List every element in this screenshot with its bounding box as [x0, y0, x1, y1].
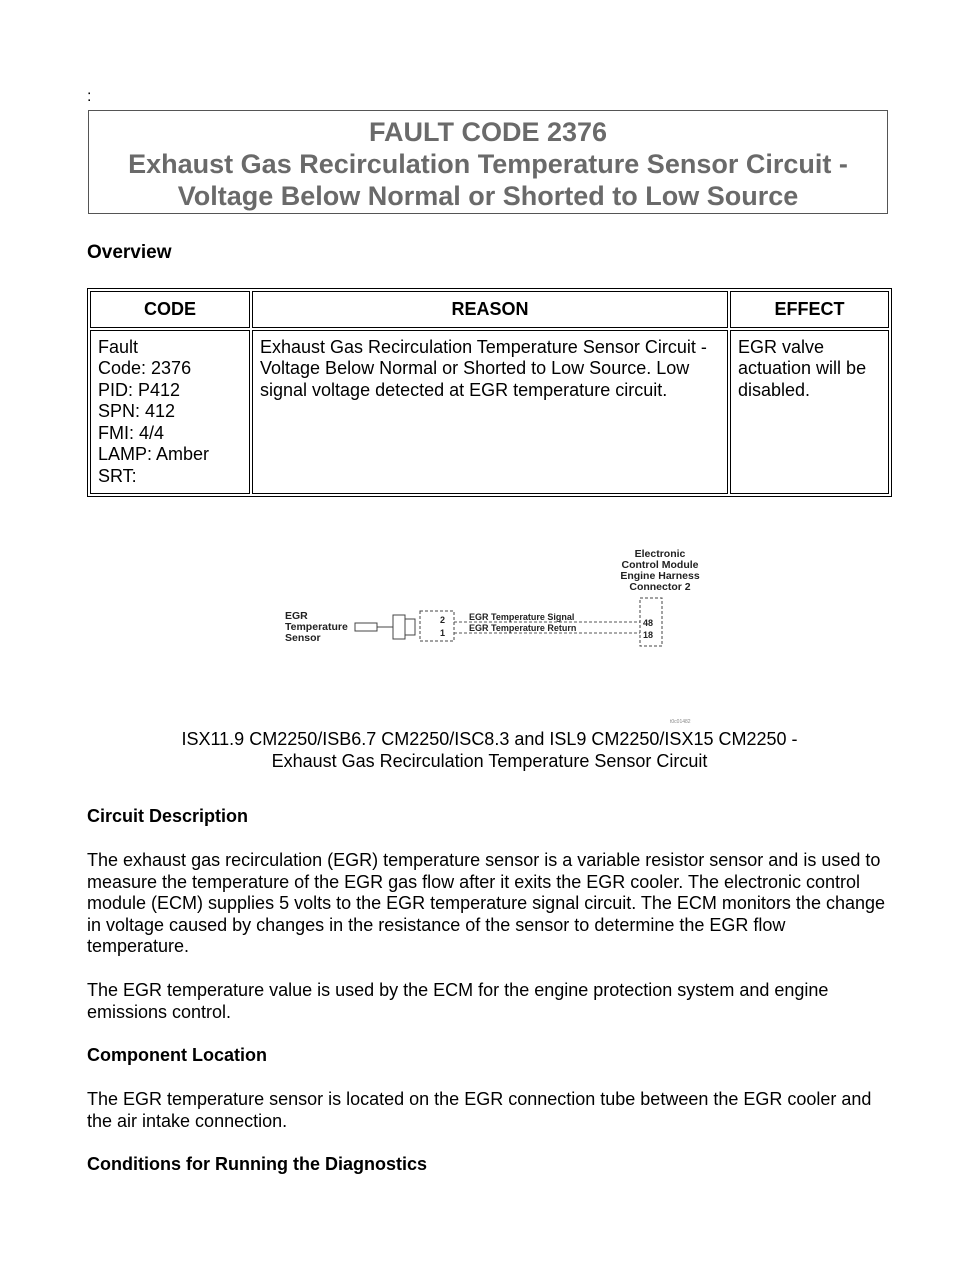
return-wire-label: EGR Temperature Return	[469, 623, 577, 633]
effect-cell: EGR valve actuation will be disabled.	[730, 330, 889, 495]
figure-id: t0c01482	[670, 719, 691, 725]
overview-table	[87, 288, 892, 497]
conditions-heading: Conditions for Running the Diagnostics	[87, 1154, 427, 1174]
code-line: SPN: 412	[98, 401, 176, 421]
circuit-description-heading: Circuit Description	[87, 806, 249, 826]
circuit-description-paragraph-2: The EGR temperature value is used by the ECM for the engine protection system and engine emissions control.	[87, 980, 829, 1022]
ecm-label-3: Engine Harness	[620, 570, 700, 582]
code-line: LAMP: Amber	[98, 444, 210, 464]
ecm-pin-48: 48	[643, 618, 654, 628]
col-header-reason: REASON	[252, 291, 728, 328]
code-line: PID: P412	[98, 379, 181, 400]
fault-title-box	[88, 110, 888, 214]
fault-title-line-3: Voltage Below Normal or Shorted to Low Source	[177, 181, 799, 211]
sensor-pin-2: 2	[440, 615, 446, 625]
caption-line-1: ISX11.9 CM2250/ISB6.7 CM2250/ISC8.3 and ISL9 CM2250/ISX15 CM2250 -	[181, 729, 798, 749]
component-location-heading: Component Location	[87, 1045, 267, 1065]
fault-title-line-2: Exhaust Gas Recirculation Temperature Sensor Circuit -	[128, 149, 848, 179]
code-line: Fault	[98, 336, 139, 357]
code-line: Code: 2376	[98, 358, 192, 378]
overview-data-row	[90, 330, 889, 495]
overview-header-row	[90, 291, 889, 328]
circuit-diagram	[275, 543, 705, 728]
reason-cell: Exhaust Gas Recirculation Temperature Sensor Circuit - Voltage Below Normal or Shorted to Low Source. Low signal voltage detected at EGR temperature circuit.	[252, 330, 728, 495]
sensor-label-2: Temperature	[285, 621, 348, 633]
ecm-pin-18: 18	[643, 630, 654, 640]
component-location-paragraph: The EGR temperature sensor is located on the EGR connection tube between the EGR cooler and the air intake connection.	[87, 1089, 872, 1131]
figure-caption	[87, 729, 892, 772]
signal-wire-label: EGR Temperature Signal	[469, 612, 575, 622]
sensor-connector	[420, 611, 454, 641]
code-line: FMI: 4/4	[98, 422, 165, 443]
sensor-label-3: Sensor	[285, 632, 321, 644]
circuit-description-paragraph-1: The exhaust gas recirculation (EGR) temperature sensor is a variable resistor sensor and is used to measure the temperature of the EGR gas flow after it exits the EGR cooler. The electronic control module (ECM) supplies 5 volts to the EGR temperature signal circuit. The ECM monitors the change in voltage caused by changes in the resistance of the sensor to determine the EGR flow temperature.	[87, 850, 886, 956]
caption-line-2: Exhaust Gas Recirculation Temperature Sensor Circuit	[271, 750, 708, 771]
sensor-label-1: EGR	[285, 610, 308, 622]
ecm-label-4: Connector 2	[629, 581, 691, 593]
sensor-pin-1: 1	[440, 628, 446, 638]
ecm-label-1: Electronic	[634, 548, 686, 560]
col-header-code: CODE	[90, 291, 250, 328]
overview-heading: Overview	[87, 242, 172, 263]
sensor-icon	[355, 615, 415, 639]
fault-code-title: FAULT CODE 2376	[368, 117, 608, 147]
ecm-label-2: Control Module	[621, 559, 699, 571]
col-header-effect: EFFECT	[730, 291, 889, 328]
code-line: SRT:	[98, 465, 137, 486]
leading-colon: :	[87, 88, 92, 105]
code-cell	[90, 330, 250, 495]
